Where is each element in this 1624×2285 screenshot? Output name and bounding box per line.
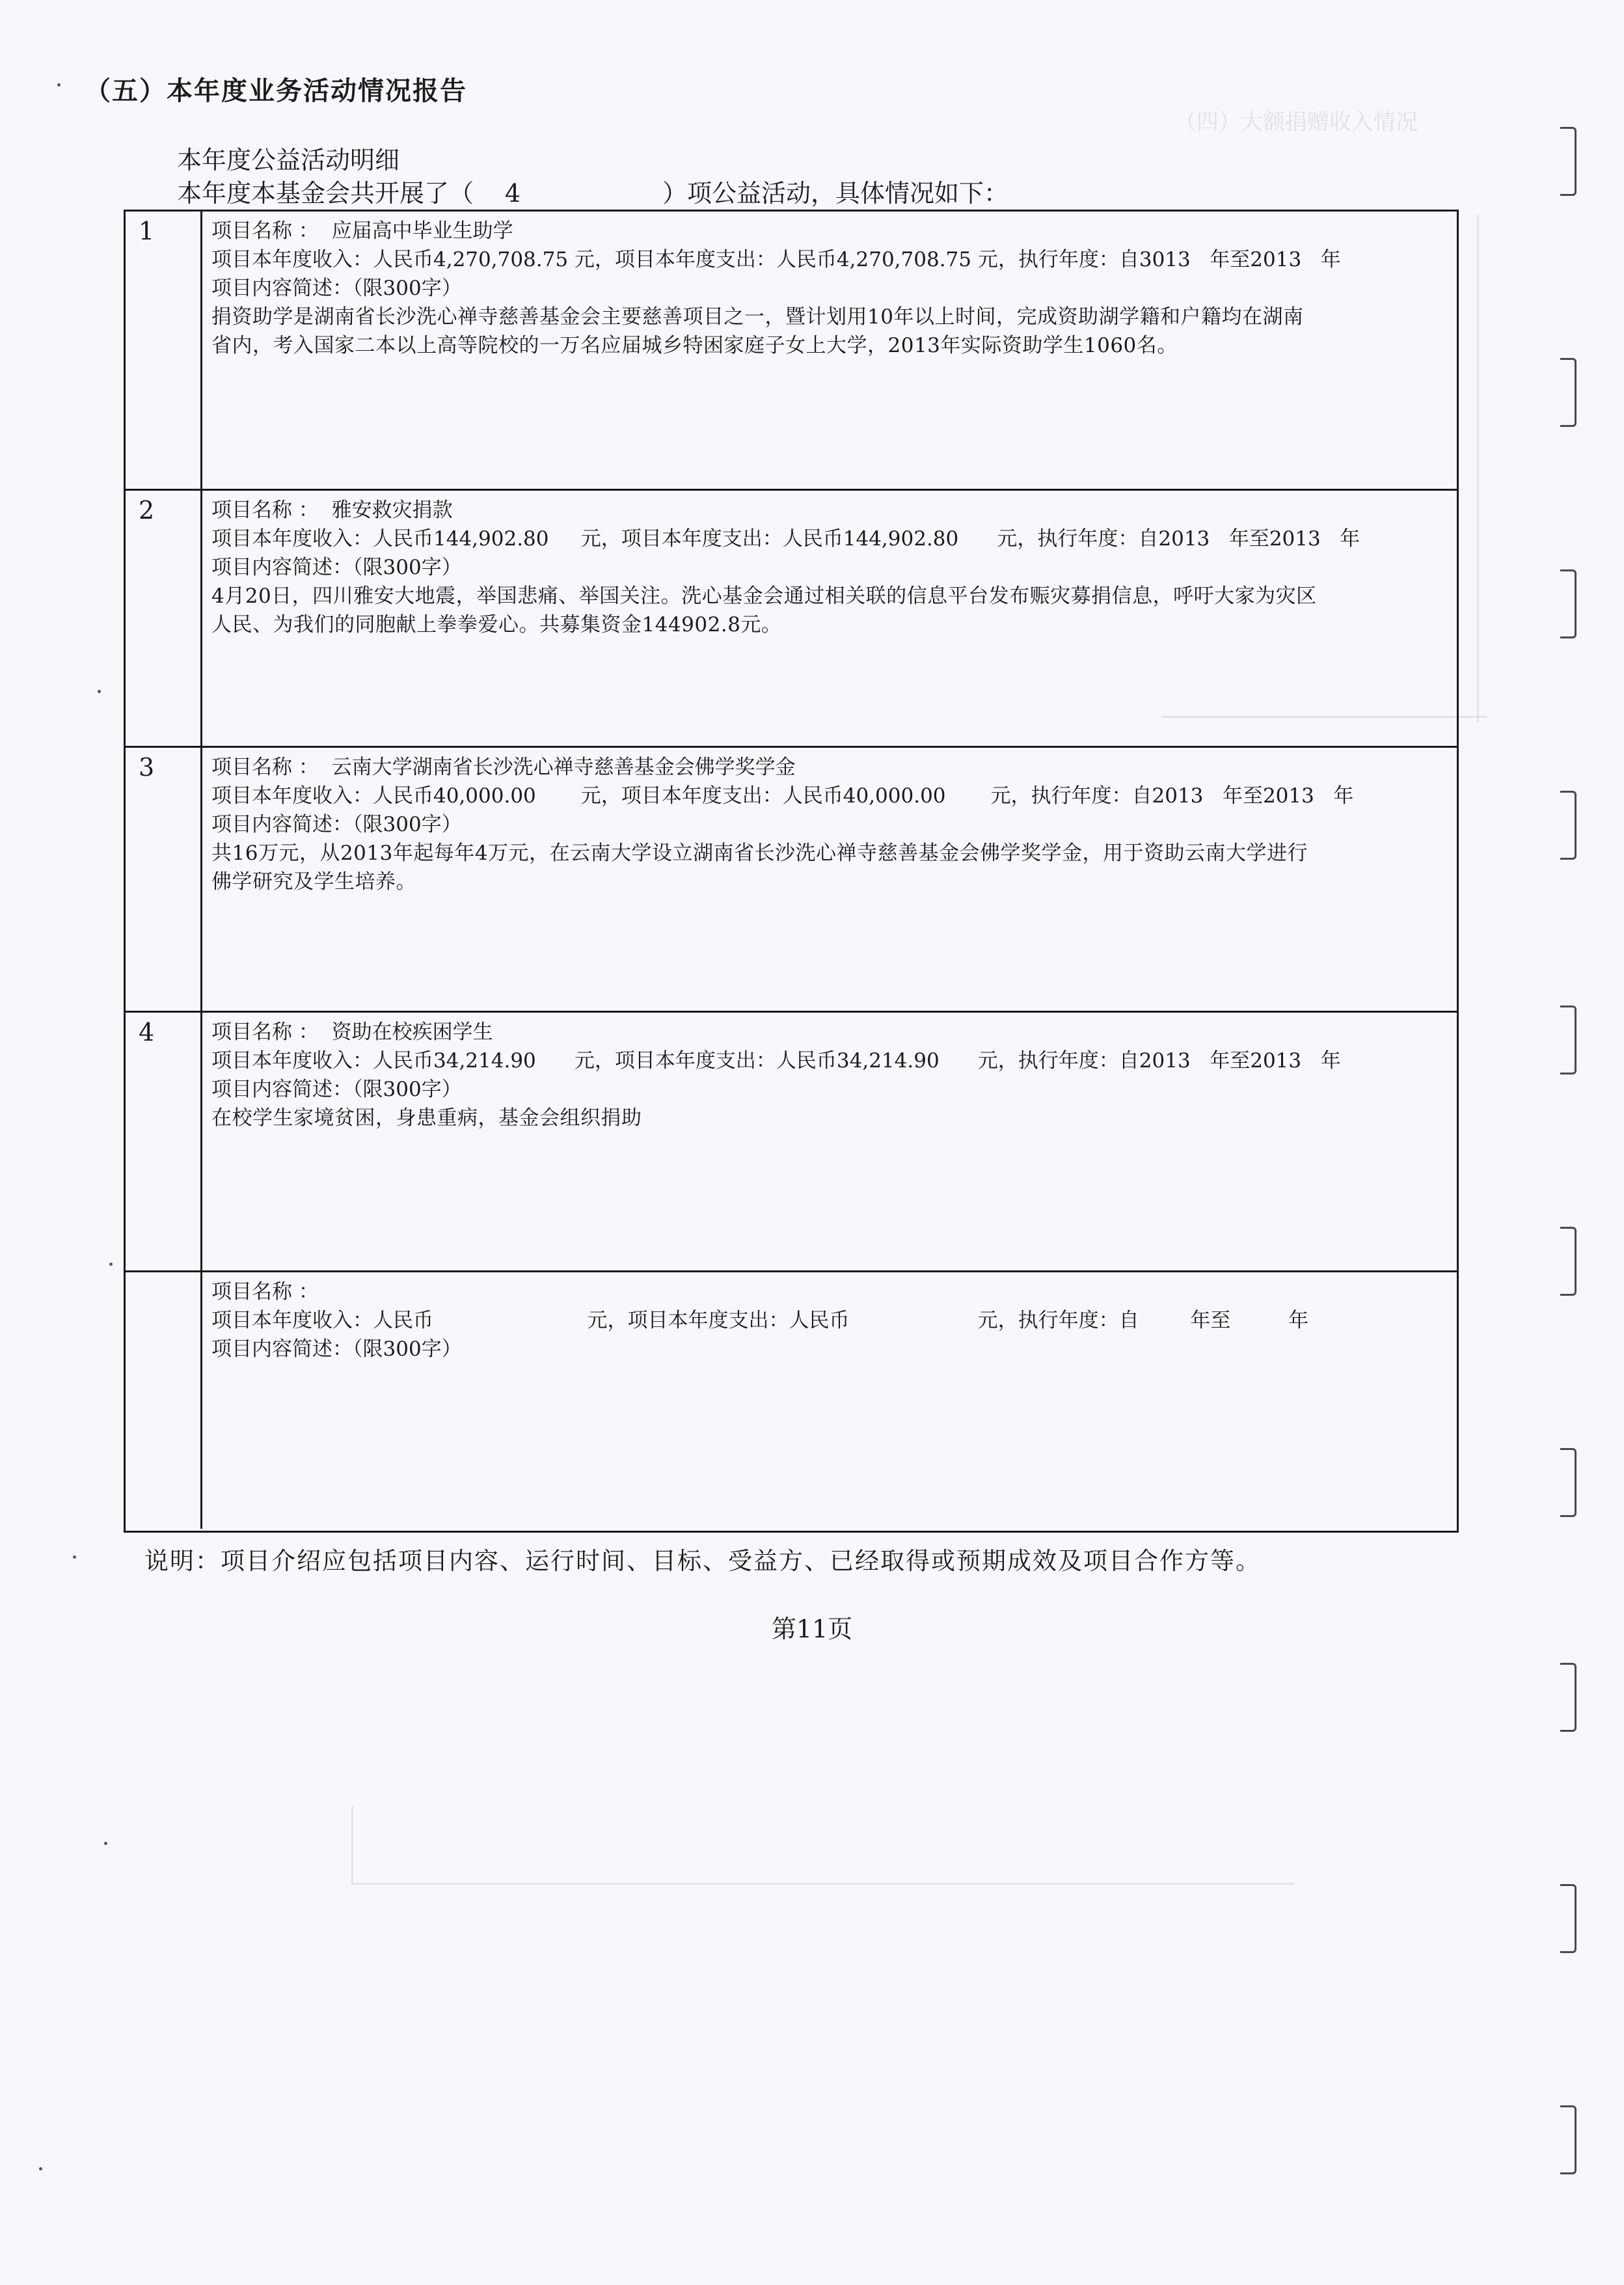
index-cell (126, 1272, 202, 1529)
scan-speck (98, 690, 101, 693)
index-cell (126, 212, 202, 489)
binding-mark (1560, 2105, 1577, 2174)
scan-speck (109, 1263, 113, 1266)
instruction-note: 说明：项目介绍应包括项目内容、运行时间、目标、受益方、已经取得或预期成效及项目合作方等。 (144, 1547, 1261, 1575)
row-content (211, 1278, 1450, 1363)
project-name: 应届高中毕业生助学 (331, 219, 513, 243)
scan-speck (39, 2167, 42, 2170)
project-name-line (211, 753, 1450, 782)
index-cell (126, 1013, 202, 1270)
income-expense-line: 项目本年度收入：人民币4,270,708.75 元，项目本年度支出：人民币4,270,708.75 元，执行年度：自3013 年至2013 年 (211, 248, 1341, 271)
row-index: 4 (139, 1018, 155, 1047)
bleed-through-rule (351, 1883, 1295, 1885)
description-text: 共16万元，从2013年起每年4万元，在云南大学设立湖南省长沙洗心禅寺慈善基金会佛学奖学金，用于资助云南大学进行佛学研究及学生培养。 (211, 841, 1308, 894)
project-name-line (211, 217, 1450, 245)
activity-row (126, 491, 1457, 748)
binding-mark (1560, 791, 1577, 860)
count-prefix: 本年度本基金会共开展了（ (177, 179, 474, 208)
description-label: 项目内容简述：（限300字） (211, 277, 462, 300)
bleed-through-rule (1477, 215, 1479, 722)
bleed-through-heading: （四）大额捐赠收入情况 (1174, 109, 1418, 135)
project-name-label: 项目名称 ： (211, 499, 319, 522)
scan-speck (104, 1842, 107, 1845)
bleed-through-rule (351, 1806, 353, 1884)
index-cell (126, 491, 202, 746)
activity-table (124, 210, 1459, 1533)
project-name: 雅安救灾捐款 (331, 499, 453, 522)
activity-row (126, 748, 1457, 1013)
project-name-label: 项目名称 ： (211, 1020, 319, 1044)
activity-row-empty (126, 1272, 1457, 1529)
scan-speck (57, 83, 61, 87)
subtitle: 本年度公益活动明细 (177, 146, 400, 174)
row-index: 2 (139, 496, 155, 525)
binding-mark (1560, 358, 1577, 427)
activity-count-line (177, 173, 1008, 209)
description-label: 项目内容简述：（限300字） (211, 1337, 462, 1361)
binding-mark (1560, 1663, 1577, 1732)
activity-count-value: 4 (504, 179, 521, 208)
binding-mark (1560, 1227, 1577, 1296)
binding-mark (1560, 127, 1577, 196)
project-name: 云南大学湖南省长沙洗心禅寺慈善基金会佛学奖学金 (331, 756, 796, 779)
project-name: 资助在校疾困学生 (331, 1020, 493, 1044)
income-expense-line: 项目本年度收入：人民币40,000.00 元，项目本年度支出：人民币40,000.00 元，执行年度：自2013 年至2013 年 (211, 784, 1354, 808)
activity-row (126, 1013, 1457, 1272)
row-index: 3 (139, 753, 155, 782)
row-content (211, 753, 1450, 896)
description-text: 4月20日，四川雅安大地震，举国悲痛、举国关注。洗心基金会通过相关联的信息平台发布赈灾募捐信息，呼吁大家为灾区人民、为我们的同胞献上拳拳爱心。共募集资金144902.8元。 (211, 584, 1317, 636)
scan-speck (73, 1555, 76, 1559)
count-suffix: ）项公益活动，具体情况如下： (662, 179, 1009, 208)
row-content (211, 496, 1450, 639)
activity-row (126, 212, 1457, 491)
project-name-line (211, 496, 1450, 525)
income-expense-line: 项目本年度收入：人民币144,902.80 元，项目本年度支出：人民币144,902.80 元，执行年度：自2013 年至2013 年 (211, 527, 1360, 551)
description-label: 项目内容简述：（限300字） (211, 1078, 462, 1101)
income-expense-line: 项目本年度收入：人民币 元，项目本年度支出：人民币 元，执行年度：自 年至 年 (211, 1309, 1309, 1332)
project-name-label: 项目名称 ： (211, 219, 319, 243)
binding-mark (1560, 1884, 1577, 1953)
row-index: 1 (139, 217, 155, 245)
project-name-line (211, 1278, 1450, 1306)
page-number: 第11页 (771, 1615, 853, 1643)
section-title: （五）本年度业务活动情况报告 (85, 75, 467, 106)
binding-mark (1560, 569, 1577, 638)
description-label: 项目内容简述：（限300字） (211, 813, 462, 836)
row-content (211, 1018, 1450, 1132)
income-expense-line: 项目本年度收入：人民币34,214.90 元，项目本年度支出：人民币34,214.90 元，执行年度：自2013 年至2013 年 (211, 1049, 1341, 1073)
project-name-line (211, 1018, 1450, 1047)
description-text: 在校学生家境贫困，身患重病，基金会组织捐助 (211, 1106, 642, 1130)
project-name-label: 项目名称 ： (211, 756, 319, 779)
project-name-label: 项目名称 ： (211, 1280, 319, 1304)
binding-mark (1560, 1006, 1577, 1074)
description-label: 项目内容简述：（限300字） (211, 556, 462, 579)
description-text: 捐资助学是湖南省长沙洗心禅寺慈善基金会主要慈善项目之一，暨计划用10年以上时间，完成资助湖学籍和户籍均在湖南省内，考入国家二本以上高等院校的一万名应届城乡特困家庭子女上大学，2013年实际资助学生1060名。 (211, 305, 1304, 357)
binding-mark (1560, 1448, 1577, 1517)
index-cell (126, 748, 202, 1011)
row-content (211, 217, 1450, 360)
